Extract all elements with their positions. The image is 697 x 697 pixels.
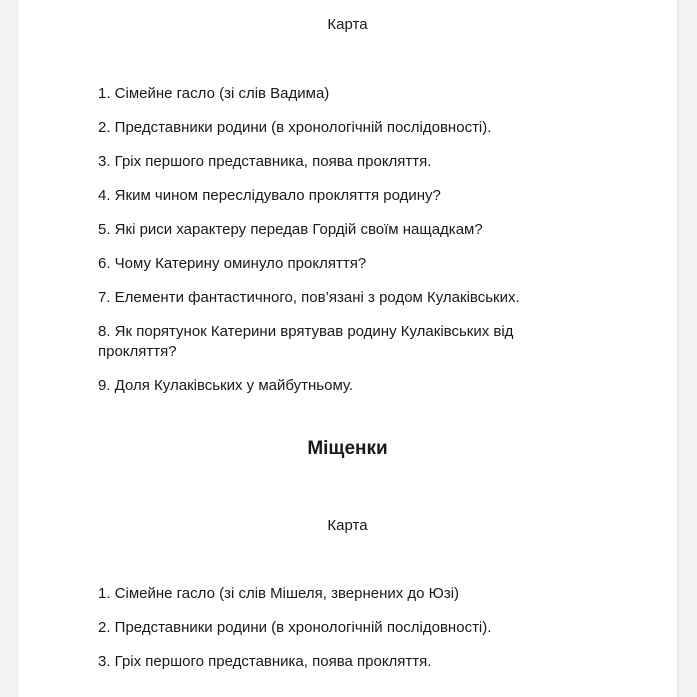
list-item: 3. Гріх першого представника, поява прокляття. — [98, 153, 432, 170]
document-page — [18, 0, 677, 697]
list-item: 8. Як порятунок Катерини врятував родину Кулаківських від прокляття? — [98, 323, 514, 360]
question-list-1 — [98, 84, 568, 410]
list-item: 7. Елементи фантастичного, пов’язані з родом Кулаківських. — [98, 289, 520, 306]
list-item: 2. Представники родини (в хронологічній послідовності). — [98, 119, 492, 136]
card-label-1: Карта — [327, 16, 368, 33]
question-list-2 — [98, 584, 568, 686]
list-item: 5. Які риси характеру передав Гордій своїм нащадкам? — [98, 221, 483, 238]
section-title: Міщенки — [307, 438, 388, 459]
list-item: 4. Яким чином переслідувало прокляття родину? — [98, 187, 441, 204]
card-label-2: Карта — [327, 517, 368, 534]
list-item: 2. Представники родини (в хронологічній послідовності). — [98, 619, 492, 636]
list-item: 1. Сімейне гасло (зі слів Вадима) — [98, 85, 330, 102]
list-item: 6. Чому Катерину оминуло прокляття? — [98, 255, 367, 272]
list-item: 1. Сімейне гасло (зі слів Мішеля, звернених до Юзі) — [98, 585, 460, 602]
list-item: 3. Гріх першого представника, поява прокляття. — [98, 653, 432, 670]
list-item: 9. Доля Кулаківських у майбутньому. — [98, 377, 354, 394]
